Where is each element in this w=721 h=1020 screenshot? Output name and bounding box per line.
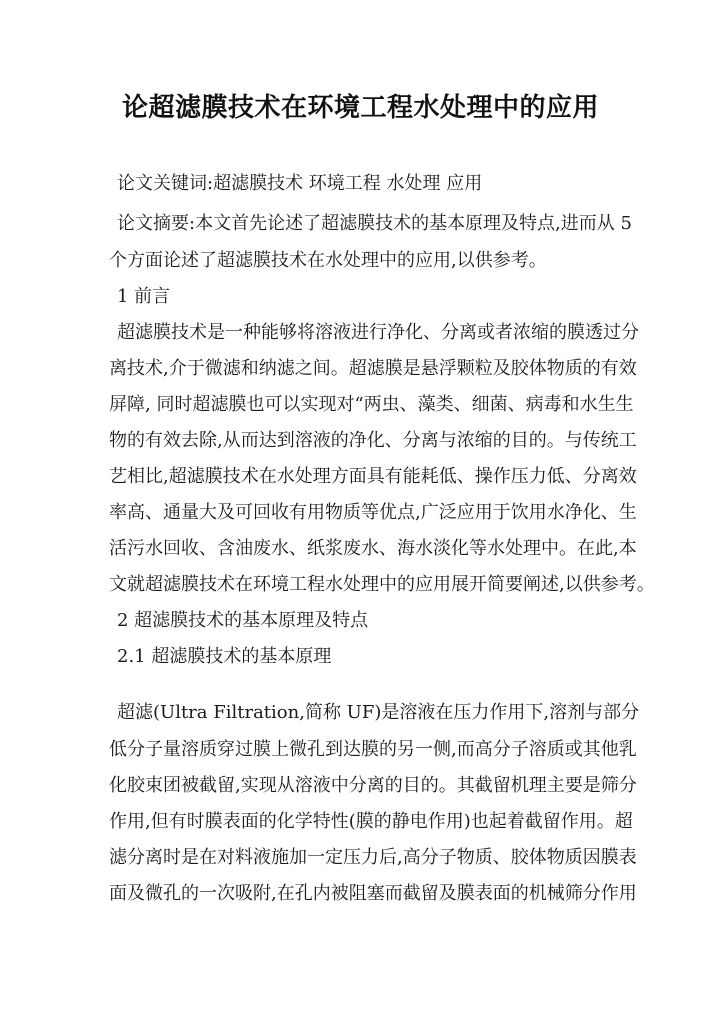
paragraph-line: 低分子量溶质穿过膜上微孔到达膜的另一侧,而高分子溶质或其他乳	[109, 739, 637, 760]
abstract-line-2: 个方面论述了超滤膜技术在水处理中的应用,以供参考。	[109, 250, 547, 271]
keywords-line: 论文关键词:超滤膜技术 环境工程 水处理 应用	[117, 173, 483, 194]
abstract-line-1: 论文摘要:本文首先论述了超滤膜技术的基本原理及特点,进而从 5	[117, 213, 632, 234]
paragraph-line: 屏障, 同时超滤膜也可以实现对“两虫、藻类、细菌、病毒和水生生	[109, 394, 634, 415]
paragraph-line: 文就超滤膜技术在环境工程水处理中的应用展开简要阐述,以供参考。	[109, 574, 655, 595]
paragraph-line: 面及微孔的一次吸附,在孔内被阻塞而截留及膜表面的机械筛分作用	[109, 883, 637, 904]
paragraph-line: 滤分离时是在对料液施加一定压力后,高分子物质、胶体物质因膜表	[109, 847, 637, 868]
paragraph-line: 作用,但有时膜表面的化学特性(膜的静电作用)也起着截留作用。超	[109, 811, 633, 832]
paragraph-line: 物的有效去除,从而达到溶液的净化、分离与浓缩的目的。与传统工	[109, 430, 637, 451]
subsection-heading-2-1: 2.1 超滤膜技术的基本原理	[117, 646, 332, 667]
paragraph-line: 离技术,介于微滤和纳滤之间。超滤膜是悬浮颗粒及胶体物质的有效	[109, 358, 637, 379]
paragraph-line: 超滤膜技术是一种能够将溶液进行净化、分离或者浓缩的膜透过分	[117, 322, 639, 343]
paragraph-line: 艺相比,超滤膜技术在水处理方面具有能耗低、操作压力低、分离效	[109, 466, 637, 487]
section-heading-2: 2 超滤膜技术的基本原理及特点	[117, 610, 369, 631]
paragraph-line: 率高、通量大及可回收有用物质等优点,广泛应用于饮用水净化、生	[109, 502, 637, 523]
paragraph-line: 活污水回收、含油废水、纸浆废水、海水淡化等水处理中。在此,本	[109, 538, 637, 559]
paragraph-line: 化胶束团被截留,实现从溶液中分离的目的。其截留机理主要是筛分	[109, 775, 637, 796]
document-title: 论超滤膜技术在环境工程水处理中的应用	[121, 93, 599, 123]
paragraph-line: 超滤(Ultra Filtration,简称 UF)是溶液在压力作用下,溶剂与部分	[117, 702, 640, 723]
section-heading-1: 1 前言	[117, 286, 171, 307]
